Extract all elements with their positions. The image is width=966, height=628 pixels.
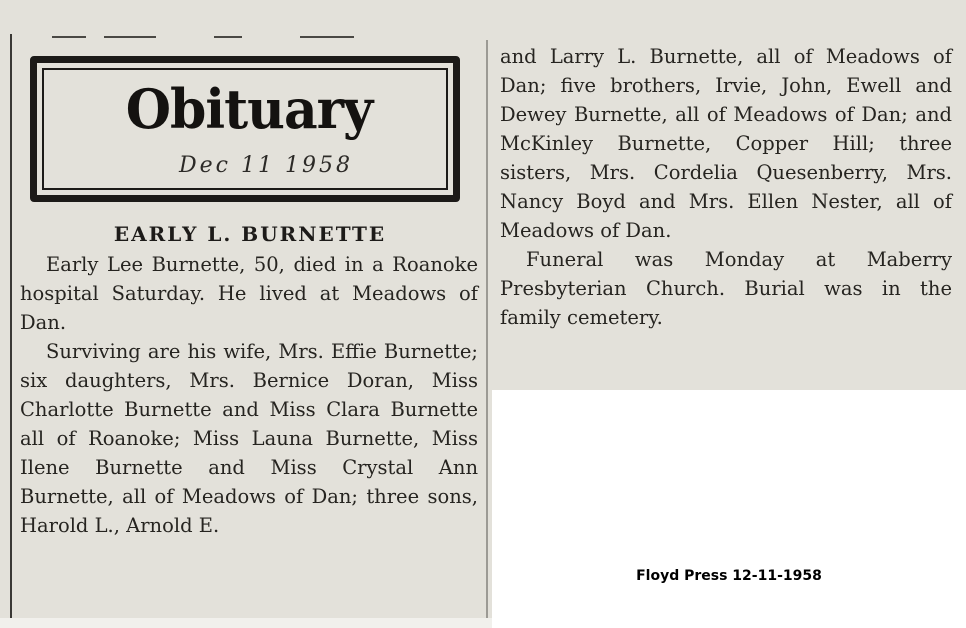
source-caption: Floyd Press 12-11-1958 bbox=[636, 568, 822, 584]
left-text-column bbox=[20, 250, 478, 540]
banner-title: Obituary bbox=[125, 77, 373, 142]
top-rule-dash bbox=[214, 36, 242, 38]
paragraph: Funeral was Monday at Maberry Presbyterian Church. Burial was in the family cemetery. bbox=[500, 248, 952, 329]
top-rule-dash bbox=[104, 36, 156, 38]
obituary-headline: EARLY L. BURNETTE bbox=[113, 222, 387, 246]
top-rule-dash bbox=[300, 36, 354, 38]
left-edge-rule bbox=[10, 34, 12, 618]
paragraph: Early Lee Burnette, 50, died in a Roanoke hospital Saturday. He lived at Meadows of Dan. bbox=[20, 253, 478, 334]
paragraph: Surviving are his wife, Mrs. Effie Burnette; six daughters, Mrs. Bernice Doran, Miss Charlotte Burnette and Miss Clara Burnette all of Roanoke; Miss Launa Burnette, Miss Ilene Burnette and Miss Crystal Ann Burnette, all of Meadows of Dan; three sons, Harold L., Arnold E. bbox=[20, 340, 478, 537]
obituary-banner bbox=[30, 56, 460, 202]
top-rule-dash bbox=[52, 36, 86, 38]
bottom-edge bbox=[0, 618, 492, 628]
paragraph: and Larry L. Burnette, all of Meadows of Dan; five brothers, Irvie, John, Ewell and Dewey Burnette, all of Meadows of Dan; and McKinley Burnette, Copper Hill; three sisters, Mrs. Cordelia Quesenberry, Mrs. Nancy Boyd and Mrs. Ellen Nester, all of Meadows of Dan. bbox=[500, 45, 952, 242]
handwritten-date: Dec 11 1958 bbox=[179, 153, 353, 178]
right-text-column bbox=[500, 42, 952, 332]
column-divider bbox=[486, 40, 488, 620]
caption-panel bbox=[492, 390, 966, 628]
